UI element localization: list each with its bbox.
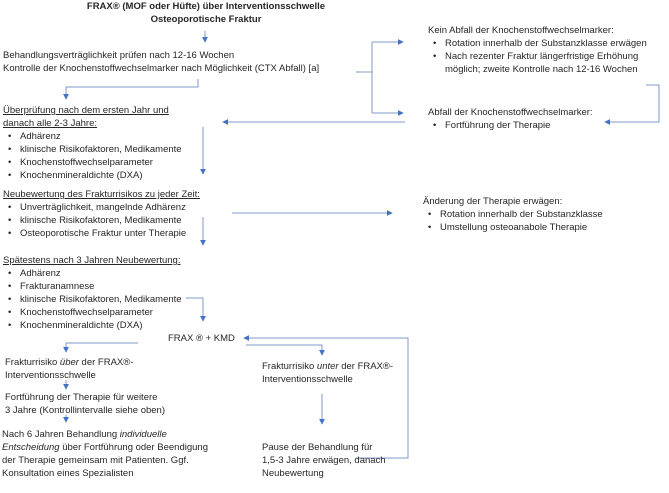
block-frakturrisiko-unter (262, 360, 437, 386)
nach6-pre: Nach 6 Jahren Behandlung (2, 429, 120, 440)
block-abfall (428, 106, 656, 132)
title-line1: FRAX® (MOF oder Hüfte) über Interventionsschwelle (86, 1, 326, 12)
neubewertung-bullets (3, 201, 233, 240)
fortfuehrung-line2: 3 Jahre (Kontrollintervalle siehe oben) (5, 405, 166, 416)
kontrolle-line2: Kontrolle der Knochenstoffwechselmarker nach Möglichkeit (CTX Abfall) [a] (3, 63, 320, 74)
connector-frax-kmd-to-ueber-arrow (66, 343, 138, 352)
block-fortfuehrung (5, 391, 205, 417)
block-kontrolle (3, 49, 403, 75)
bullet-item: • Rotation innerhalb der Substanzklasse erwägen (428, 37, 656, 50)
block-aenderung (423, 195, 658, 234)
block-ueberpruefung (3, 104, 213, 182)
ueber-line2: Interventionsschwelle (5, 370, 96, 381)
connector-kontrolle-to-ueberpruefung-arrow (66, 79, 198, 99)
bullet-item: • Adhärenz (3, 267, 213, 280)
kein-abfall-bullets (428, 37, 656, 76)
bullet-item: • Nach rezenter Fraktur längerfristige Erhöhung möglich; zweite Kontrolle nach 12-16 Wochen (428, 50, 656, 76)
block-spaetestens (3, 254, 213, 332)
ueberpruefung-heading-line1: Überprüfung nach dem ersten Jahr und (3, 105, 169, 116)
neubewertung-heading: Neubewertung des Frakturrisikos zu jeder Zeit: (3, 189, 200, 200)
block-frakturrisiko-ueber (5, 356, 180, 382)
unter-pre: Frakturrisiko (262, 361, 317, 372)
unter-em: unter (316, 361, 339, 372)
bullet-item: • Fortführung der Therapie (428, 119, 656, 132)
ueberpruefung-heading-line2: danach alle 2-3 Jahre: (3, 118, 98, 129)
unter-post: der FRAX®- (338, 361, 394, 372)
ueber-pre: Frakturrisiko (5, 357, 60, 368)
unter-line2: Interventionsschwelle (262, 374, 353, 385)
pause-text: Pause der Behandlung für 1,5-3 Jahre erwägen, danach Neubewertung (262, 442, 386, 479)
abfall-bullets (428, 119, 656, 132)
spaetestens-bullets (3, 267, 213, 332)
block-pause (262, 441, 390, 480)
block-nach6 (2, 428, 210, 480)
kontrolle-line1: Behandlungsverträglichkeit prüfen nach 12-16 Wochen (3, 50, 235, 61)
bullet-item: • klinische Risikofaktoren, Medikamente (3, 293, 213, 306)
bullet-item: • Rotation innerhalb der Substanzklasse (423, 208, 658, 221)
aenderung-heading: Änderung der Therapie erwägen: (423, 196, 563, 207)
flowchart-title (0, 0, 412, 26)
bullet-item: • Umstellung osteoanabole Therapie (423, 221, 658, 234)
bullet-item: • Osteoporotische Fraktur unter Therapie (3, 227, 233, 240)
block-frax-kmd (168, 332, 258, 345)
bullet-item: • Adhärenz (3, 130, 213, 143)
abfall-heading: Abfall der Knochenstoffwechselmarker: (428, 107, 593, 118)
aenderung-bullets (423, 208, 658, 234)
nach6-post: über Fortführung oder Beendigung der Therapie gemeinsam mit Patienten. Ggf. Konsultation eines Spezialisten (2, 442, 208, 479)
ueber-em: über (59, 357, 79, 368)
bullet-item: • klinische Risikofaktoren, Medikamente (3, 143, 213, 156)
bullet-item: • Knochenstoffwechselparameter (3, 306, 213, 319)
kein-abfall-heading: Kein Abfall der Knochenstoffwechselmarker: (428, 25, 614, 36)
bullet-item: • Knochenmineraldichte (DXA) (3, 319, 213, 332)
connector-frax-kmd-to-unter-arrow (246, 345, 322, 355)
bullet-item: • Knochenmineraldichte (DXA) (3, 169, 213, 182)
title-line2: Osteoporotische Fraktur (150, 14, 262, 25)
bullet-item: • Frakturanamnese (3, 280, 213, 293)
unter-line1 (262, 360, 437, 373)
nach6-em: individuelle Entscheidung (2, 429, 167, 453)
ueberpruefung-bullets (3, 130, 213, 182)
bullet-item: • klinische Risikofaktoren, Medikamente (3, 214, 233, 227)
ueber-post: der FRAX®- (78, 357, 134, 368)
connector-pause-loop-to-frax-kmd-arrow (244, 338, 408, 458)
block-neubewertung (3, 188, 233, 240)
spaetestens-heading: Spätestens nach 3 Jahren Neubewertung: (3, 255, 181, 266)
bullet-item: • Knochenstoffwechselparameter (3, 156, 213, 169)
block-kein-abfall (428, 24, 656, 76)
fortfuehrung-line1: Fortführung der Therapie für weitere (5, 392, 158, 403)
bullet-item: • Unverträglichkeit, mangelnde Adhärenz (3, 201, 233, 214)
ueber-line1 (5, 356, 180, 369)
frax-kmd-label: FRAX ® + KMD (168, 333, 235, 344)
